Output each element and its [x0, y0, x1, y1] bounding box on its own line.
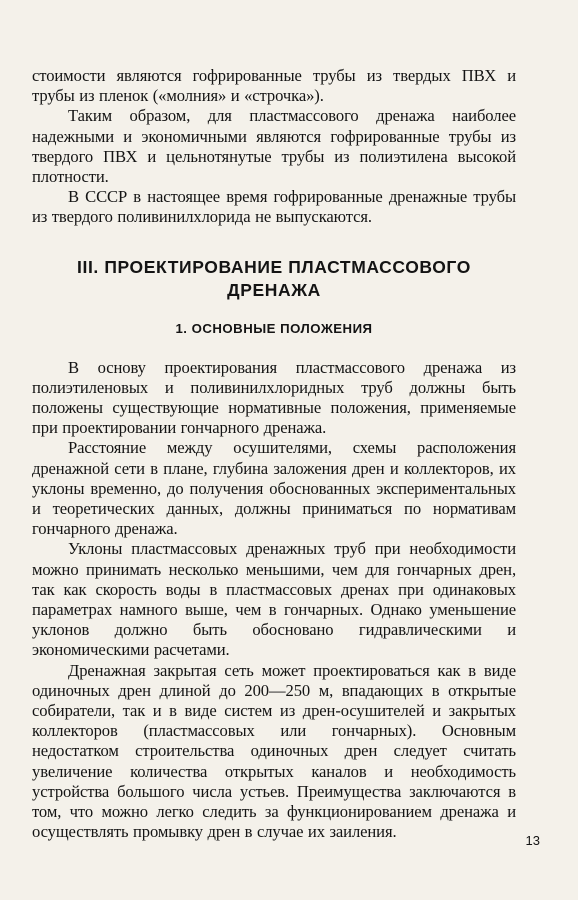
paragraph-ussr: В СССР в настоящее время гофрированные дренажные трубы из твердого поливинилхлорида не выпускаются.: [32, 187, 516, 227]
paragraph-spacing: Расстояние между осушителями, схемы расположения дренажной сети в плане, глубина заложения дрен и коллекторов, их уклоны временно, до получения обоснованных экспериментальных и теоретических данных, должны приниматься по нормативам гончарного дренажа.: [32, 438, 516, 539]
paragraph-network: Дренажная закрытая сеть может проектироваться как в виде одиночных дрен длиной до 200—250 м, впадающих в открытые собиратели, так и в виде систем из дрен-осушителей и закрытых коллекторов (пластмассовых или гончарных). Основным недостатком строительства одиночных дрен следует считать увеличение количества открытых каналов и необходимость устройства большого числа устьев. Преимущества заключаются в том, что можно легко следить за функционированием дренажа и осуществлять промывку дрен в случае их заиления.: [32, 660, 516, 842]
paragraph-continued: стоимости являются гофрированные трубы из твердых ПВХ и трубы из пленок («молния» и «строчка»).: [32, 66, 516, 106]
page-content: [32, 66, 516, 843]
section-title-line-2: ДРЕНАЖА: [227, 279, 321, 300]
section-title-line-1: III. ПРОЕКТИРОВАНИЕ ПЛАСТМАССОВОГО: [77, 256, 471, 277]
paragraph-slopes: Уклоны пластмассовых дренажных труб при необходимости можно принимать несколько меньшими, чем для гончарных дрен, так как скорость воды в пластмассовых дренах при одинаковых параметрах намного выше, чем в гончарных. Однако уменьшение уклонов должно быть обосновано гидравлическими и экономическими расчетами.: [32, 539, 516, 660]
subsection-title: 1. ОСНОВНЫЕ ПОЛОЖЕНИЯ: [175, 320, 373, 336]
paragraph-conclusion: Таким образом, для пластмассового дренажа наиболее надежными и экономичными являются гофрированные трубы из твердого ПВХ и цельнотянутые трубы из полиэтилена высокой плотности.: [32, 106, 516, 187]
paragraph-basis: В основу проектирования пластмассового дренажа из полиэтиленовых и поливинилхлоридных труб должны быть положены существующие нормативные положения, применяемые при проектировании гончарного дренажа.: [32, 357, 516, 438]
page-number: 13: [525, 833, 540, 848]
section-title: [32, 256, 516, 302]
